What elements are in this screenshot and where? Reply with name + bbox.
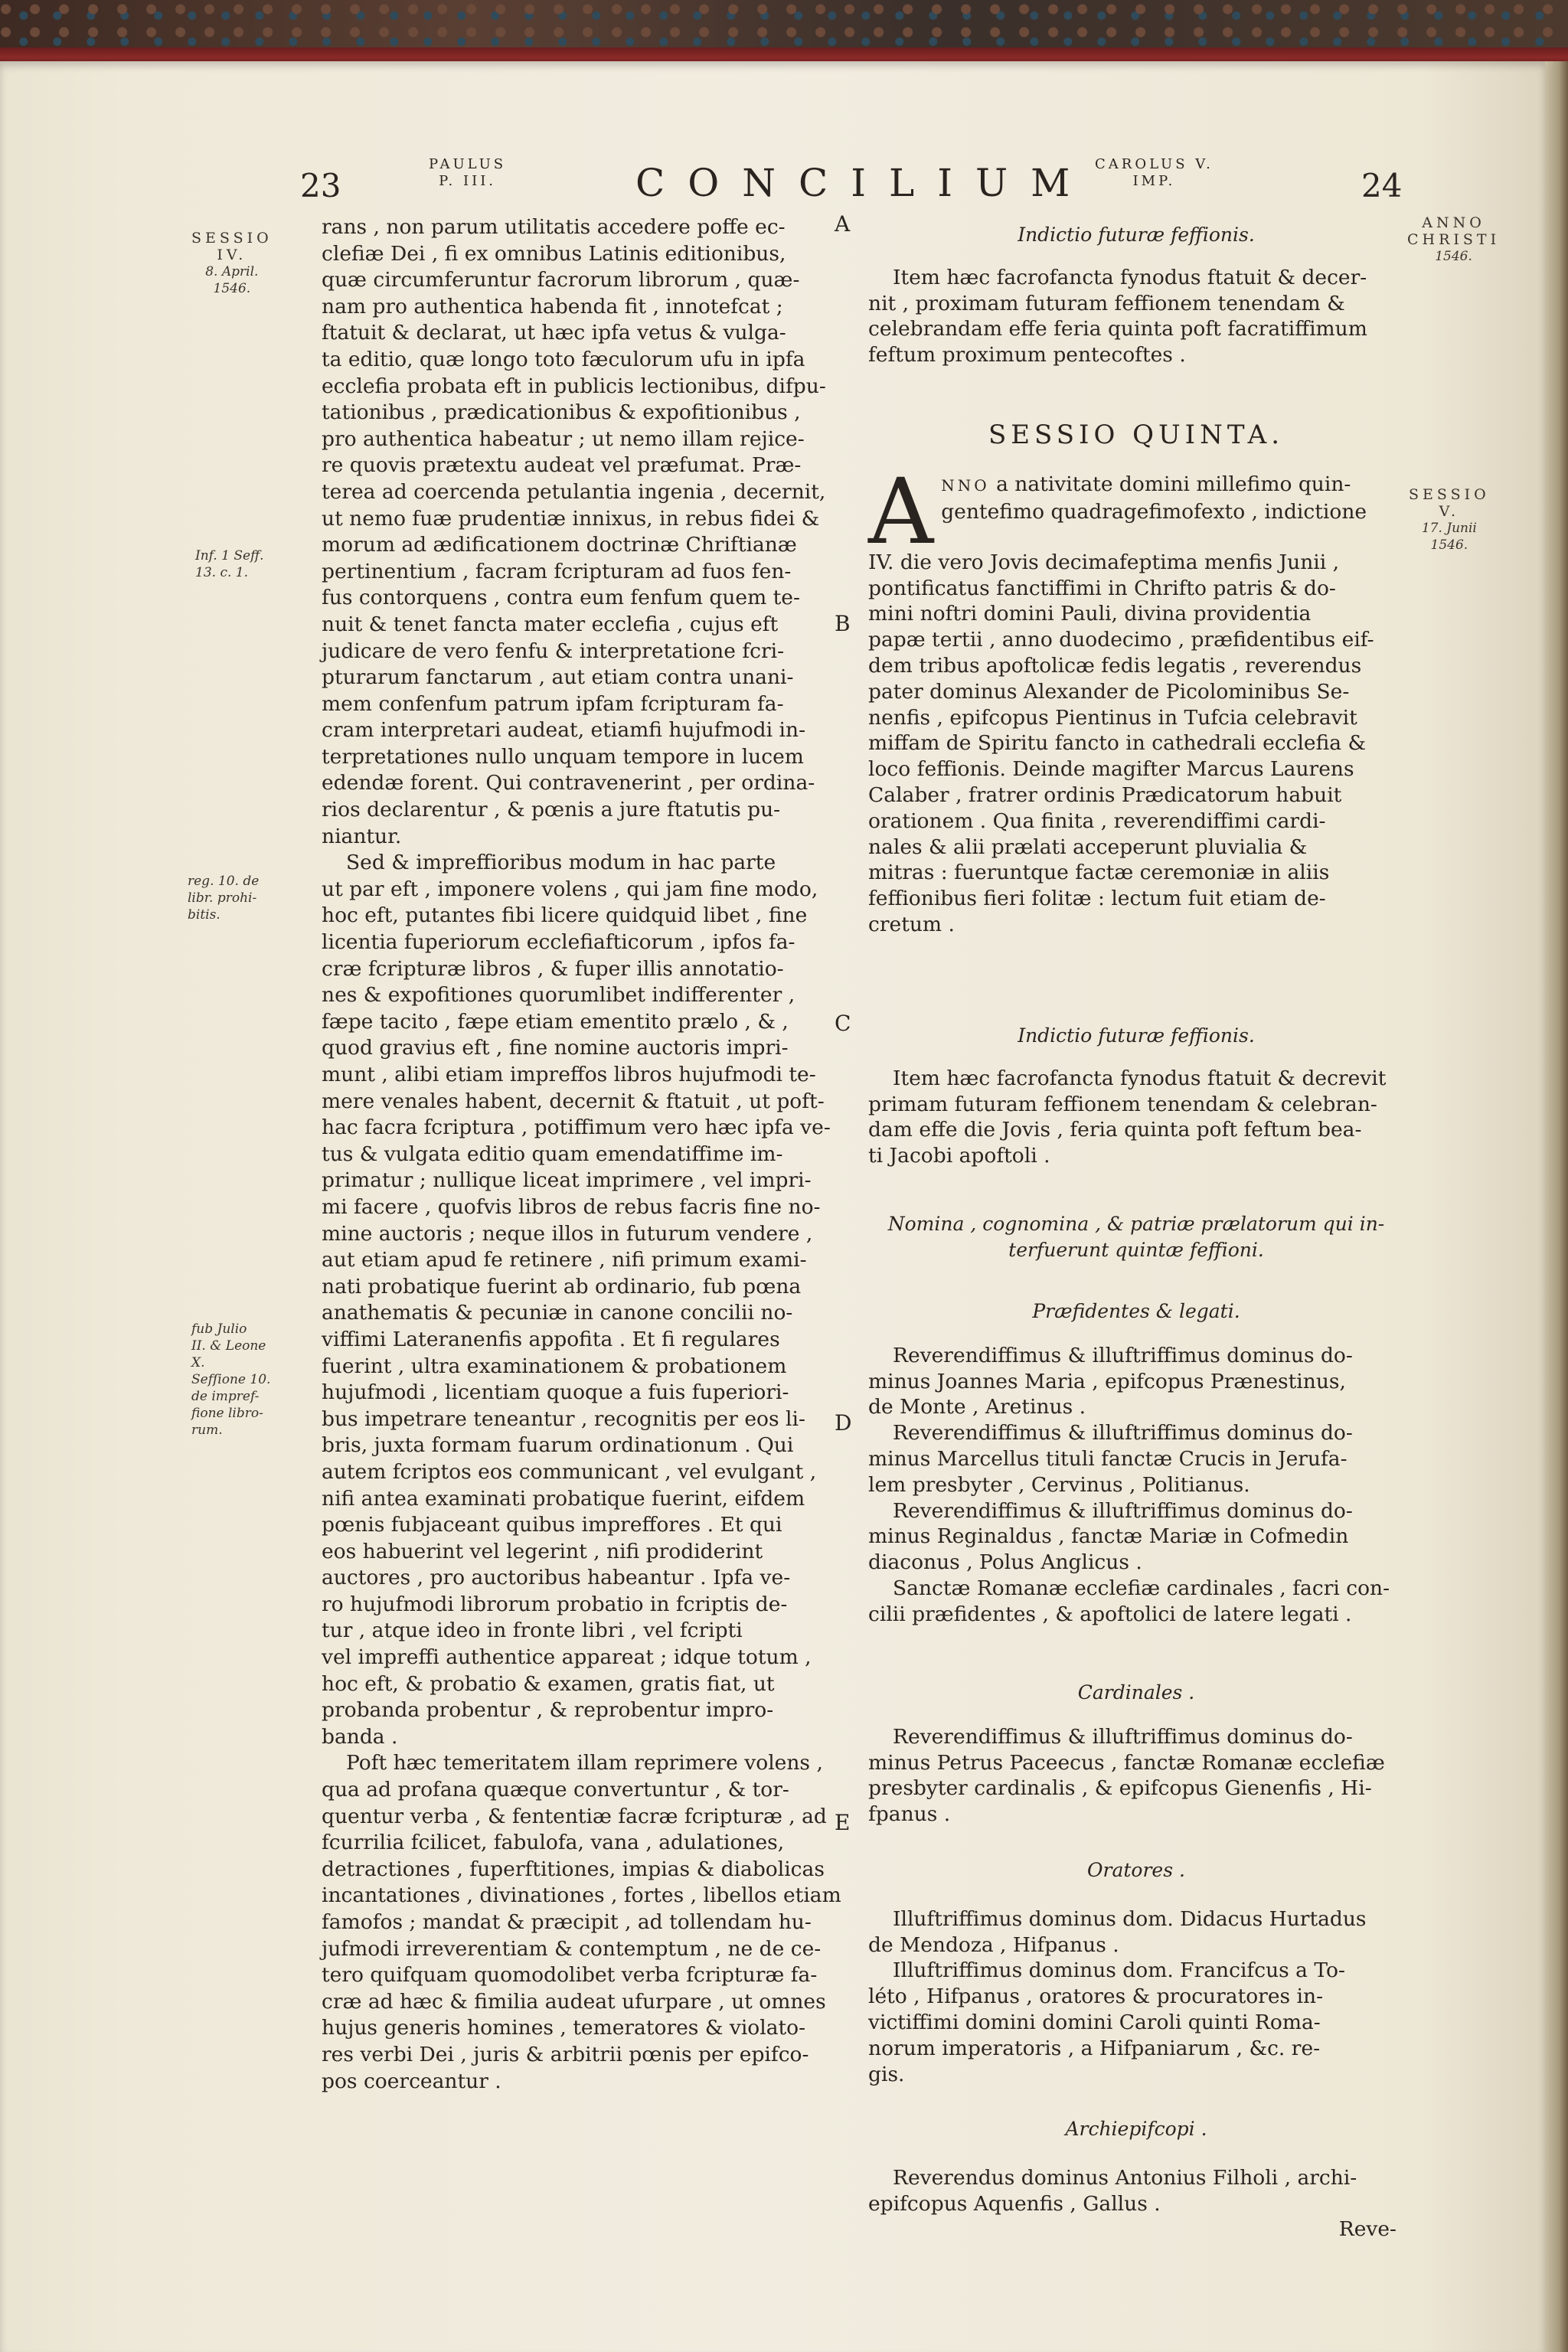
text-line: ecclefia probata eft in publicis lectionibus, difpu- (322, 374, 826, 398)
catchword: Reve- (1338, 2217, 1396, 2242)
section-letter-e: E (835, 1810, 851, 1835)
margin-note-line: bitis. (188, 907, 220, 923)
text-line: primatur ; nullique liceat imprimere , vel impri- (322, 1168, 812, 1193)
text-line: hoc eft, putantes fibi licere quidquid libet , fine (322, 903, 808, 928)
text-line: edendæ forent. Qui contravenerint , per ordina- (322, 771, 815, 795)
margin-note-line: rum. (191, 1423, 223, 1438)
text-line: terpretationes nullo unquam tempore in lucem (322, 744, 804, 769)
text-line: minus Petrus Paceecus , fanctæ Romanæ ecclefiæ (868, 1750, 1385, 1775)
text-line: epifcopus Aquenfis , Gallus . (868, 2191, 1161, 2216)
text-line: presbyter cardinalis , & epifcopus Gienenfis , Hi- (868, 1776, 1372, 1801)
text-line: nenfis , epifcopus Pientinus in Tufcia celebravit (868, 705, 1357, 730)
text-line: ti Jacobi apoftoli . (868, 1144, 1050, 1168)
text-line: Poft hæc temeritatem illam reprimere volens , (346, 1751, 823, 1775)
right-running-head (1095, 156, 1214, 190)
text-line: hujus generis homines , temeratores & violato- (322, 2016, 806, 2040)
text-line: Reverendiffimus & illuftriffimus dominus do- (893, 1421, 1353, 1446)
text-line: Reverendiffimus & illuftriffimus dominus do- (893, 1498, 1353, 1523)
text-line: jufmodi irreverentiam & contemptum , ne de ce- (322, 1936, 822, 1961)
left-column-text (322, 214, 842, 2095)
text-line: licentia fuperiorum ecclefiafticorum , ipfos fa- (322, 930, 795, 955)
text-line: léto , Hifpanus , oratores & procuratores in- (868, 1984, 1324, 2009)
text-line: tationibus , prædicationibus & expofitionibus , (322, 400, 801, 425)
nomina-heading-block (868, 1211, 1404, 1263)
text-line: vel impreffi authentice appareat ; idque totum , (322, 1645, 812, 1670)
text-line: quod gravius eft , fine nomine auctoris impri- (322, 1036, 789, 1060)
text-line: cram interpretari audeat, etiamfi hujufmodi in- (322, 718, 806, 743)
text-line: ta editio, quæ longo toto fæculorum ufu in ipfa (322, 347, 805, 371)
text-line: pertinentium , facram fcripturam ad fuos fen- (322, 559, 792, 583)
text-line: mi facere , quofvis libros de rebus facris fine no- (322, 1194, 821, 1219)
cardinales-heading: Cardinales . (1077, 1681, 1195, 1704)
text-line: tero quifquam quomodolibet verba fcripturæ fa- (322, 1963, 818, 1988)
text-line: diaconus , Polus Anglicus . (868, 1550, 1142, 1575)
margin-note-line: CHRISTI (1407, 231, 1501, 248)
section-letter-d: D (835, 1410, 852, 1436)
text-line: hujufmodi , licentiam quoque a fuis fuperiori- (322, 1380, 789, 1405)
indictio-heading-2: Indictio futuræ feffionis. (1018, 1024, 1255, 1047)
margin-note-reg-10 (188, 873, 259, 923)
text-line: pater dominus Alexander de Picolominibus Se- (868, 679, 1350, 704)
text-line: ut par eft , imponere volens , qui jam fine modo, (322, 877, 818, 901)
text-line: nati probatique fuerint ab ordinario, fub pœna (322, 1274, 802, 1298)
text-line: gentefimo quadragefimofexto , indictione (941, 499, 1367, 524)
text-line: de Mendoza , Hifpanus . (868, 1932, 1119, 1957)
text-line: res verbi Dei , juris & arbitrii pœnis per epifco- (322, 2042, 809, 2066)
page-edge-shadow (1545, 61, 1568, 2352)
text-line: tus & vulgata editio quam emendatiffime im- (322, 1142, 783, 1166)
text-line: feftum proximum pentecoftes . (868, 343, 1186, 368)
text-line: Reverendiffimus & illuftriffimus dominus do- (893, 1343, 1353, 1367)
text-line: pœnis fubjaceant quibus impreffores . Et qui (322, 1513, 782, 1537)
running-head-carolus: CAROLUS V. (1095, 156, 1214, 172)
text-line: lem presbyter , Cervinus , Politianus. (868, 1472, 1250, 1497)
text-line: Sanctæ Romanæ ecclefiæ cardinales , facri con- (893, 1576, 1390, 1600)
running-head-paulus-sub: P. III. (439, 173, 497, 189)
text-line: nuit & tenet fancta mater ecclefia , cujus eft (322, 612, 779, 636)
text-line: Sed & impreffioribus modum in hac parte (346, 851, 776, 875)
text-line: pro authentica habeatur ; ut nemo illam rejice- (322, 426, 805, 451)
text-line: Calaber , fratrer ordinis Prædicatorum habuit (868, 782, 1342, 807)
first-word: NNO (941, 475, 990, 495)
margin-note-sessio-v (1409, 486, 1490, 554)
text-line: bris, juxta formam fuarum ordinationum . Qui (322, 1433, 794, 1458)
margin-note-sub-julio (191, 1321, 270, 1439)
text-line: norum imperatoris , a Hifpaniarum , &c. re- (868, 2036, 1321, 2060)
text-line: de Monte , Aretinus . (868, 1395, 1086, 1419)
archiepiscopi-heading: Archiepifcopi . (1065, 2118, 1207, 2140)
text-line: cilii præfidentes , & apoftolici de latere legati . (868, 1602, 1352, 1626)
text-line: Reverendus dominus Antonius Filholi , archi- (893, 2165, 1357, 2190)
text-line: IV. die vero Jovis decimafeptima menfis Junii , (868, 550, 1340, 574)
text-line: autem fcriptos eos communicant , vel evulgant , (322, 1459, 817, 1484)
text-line: Item hæc facrofancta fynodus ftatuit & decrevit (893, 1066, 1387, 1090)
text-line: dem tribus apoftolicæ fedis legatis , reverendus (868, 653, 1362, 678)
text-line: quæ circumferuntur facrorum librorum , quæ- (322, 268, 800, 292)
margin-note-line: ANNO (1422, 214, 1485, 231)
margin-note-inf-sess (195, 547, 264, 581)
margin-note-line: IV. (217, 247, 247, 263)
praesidentes-heading: Præfidentes & legati. (1032, 1300, 1240, 1322)
text-line: loco feffionis. Deinde magifter Marcus Laurens (868, 757, 1354, 782)
text-line: hoc eft, & probatio & examen, gratis fiat, ut (322, 1671, 775, 1696)
text-line: rans , non parum utilitatis accedere poffe ec- (322, 215, 786, 239)
text-line: detractiones , fuperftitiones, impias & diabolicas (322, 1857, 825, 1881)
text-line: probanda probentur , & reprobentur impro- (322, 1698, 774, 1723)
text-line: terea ad coercenda petulantia ingenia , decernit, (322, 479, 826, 504)
margin-note-line: 1546. (1435, 249, 1472, 264)
text-line: dam effe die Jovis , feria quinta poft feftum bea- (868, 1118, 1362, 1142)
text-line: orationem . Qua finita , reverendiffimi cardi- (868, 808, 1326, 833)
text-line: eos habuerint vel legerint , nifi prodiderint (322, 1539, 763, 1563)
running-header (0, 145, 1545, 214)
margin-note-line: 13. c. 1. (195, 565, 248, 580)
text-line: miffam de Spiritu fancto in cathedrali ecclefia & (868, 731, 1367, 756)
text-line: gis. (868, 2062, 905, 2086)
text-line: nales & alii prælati acceperunt pluvialia & (868, 835, 1308, 859)
text-line: judicare de vero fenfu & interpretatione fcri- (322, 639, 785, 663)
text-line: niantur. (322, 824, 402, 848)
text-line: nit , proximam futuram feffionem tenendam & (868, 291, 1345, 315)
text-line: munt , alibi etiam impreffos libros hujufmodi te- (322, 1063, 816, 1086)
text-line: primam futuram feffionem tenendam & celebran- (868, 1092, 1377, 1116)
left-running-head (429, 156, 506, 190)
cardinales-block (868, 1680, 1404, 1828)
text-line: minus Joannes Maria , epifcopus Prænestinus, (868, 1369, 1346, 1393)
text-line: auctores , pro auctoribus habeantur . Ipfa ve- (322, 1566, 791, 1590)
archiepiscopi-block (868, 2116, 1404, 2243)
text-line: cretum . (868, 912, 955, 936)
margin-note-line: Inf. 1 Seff. (195, 548, 264, 564)
margin-note-sessio-iv (191, 230, 273, 297)
text-line: nifi antea examinati probatique fuerint, eifdem (322, 1486, 805, 1511)
margin-note-line: 17. Junii (1421, 521, 1477, 536)
text-line: Item hæc facrofancta fynodus ftatuit & decer- (893, 265, 1367, 289)
text-line: victiffimi domini domini Caroli quinti Roma- (868, 2010, 1321, 2034)
text-line: cræ fcripturæ libros , & fuper illis annotatio- (322, 956, 784, 981)
text-line: nam pro authentica habenda fit , innotefcat ; (322, 294, 783, 318)
text-line: minus Marcellus tituli fanctæ Crucis in Jerufa- (868, 1446, 1348, 1471)
margin-note-line: 8. April. (205, 264, 259, 279)
text-line: pontificatus fanctiffimi in Chrifto patris & do- (868, 576, 1336, 600)
text-line: famofos ; mandat & præcipit , ad tollendam hu- (322, 1910, 812, 1934)
text-line: minus Reginaldus , fanctæ Mariæ in Cofmedin (868, 1524, 1349, 1549)
text-line: re quovis prætextu audeat vel præfumat. Præ- (322, 453, 802, 478)
indictio-block-1 (868, 222, 1404, 368)
nomina-heading-line: Nomina , cognomina , & patriæ prælatorum qui in- (887, 1213, 1385, 1235)
text-line: ro hujufmodi librorum probatio in fcriptis de- (322, 1592, 788, 1616)
text-line: fpanus . (868, 1802, 951, 1827)
text-line: incantationes , divinationes , fortes , libellos etiam (322, 1883, 841, 1908)
section-letter-a: A (835, 211, 851, 237)
margin-note-line: V. (1439, 503, 1460, 520)
nomina-heading-line: terfuerunt quintæ feffioni. (1008, 1238, 1264, 1261)
margin-note-line: fione libro- (191, 1406, 263, 1421)
text-line: mere venales habent, decernit & ftatuit , ut poft- (322, 1089, 825, 1113)
text-line: celebrandam effe feria quinta poft facratiffimum (868, 317, 1367, 341)
running-head-paulus: PAULUS (429, 156, 507, 172)
book-page (0, 61, 1545, 2352)
indictio-heading-1: Indictio futuræ feffionis. (1018, 224, 1255, 246)
text-line: rios declarentur , & pœnis a jure ftatutis pu- (322, 798, 781, 822)
oratores-heading: Oratores . (1087, 1859, 1185, 1881)
text-line: Illuftriffimus dominus dom. Francifcus a To- (893, 1958, 1345, 1983)
text-line: tur , atque ideo in fronte libri , vel fcripti (322, 1619, 743, 1643)
drop-cap-letter: A (868, 458, 934, 564)
text-line: papæ tertii , anno duodecimo , præfidentibus eif- (868, 628, 1374, 652)
text-line: quentur verba , & fententiæ facræ fcripturæ , ad (322, 1804, 827, 1828)
text-line: a nativitate domini millefimo quin- (996, 472, 1351, 496)
text-line: banda . (322, 1724, 398, 1749)
session-title: SESSIO QUINTA. (988, 420, 1285, 450)
left-page-number: 23 (300, 167, 341, 204)
margin-note-line: fub Julio (191, 1321, 247, 1337)
text-line: aut etiam apud fe retinere , nifi primum exami- (322, 1248, 807, 1272)
text-line: Reverendiffimus & illuftriffimus dominus do- (893, 1724, 1353, 1749)
text-line: ut nemo fuæ prudentiæ innixus, in rebus fidei & (322, 506, 820, 531)
text-line: mini noftri domini Pauli, divina providentia (868, 602, 1312, 626)
text-line: anathematis & pecuniæ in canone concilii no- (322, 1301, 793, 1325)
margin-note-line: SESSIO (1409, 486, 1490, 503)
margin-note-line: 1546. (213, 281, 251, 296)
text-line: fuerint , ultra examinationem & probationem (322, 1354, 787, 1378)
text-line: bus impetrare teneantur , recognitis per eos li- (322, 1406, 805, 1431)
session-v-block (868, 420, 1404, 938)
page-title: CONCILIUM (635, 161, 1093, 205)
text-line: ftatuit & declarat, ut hæc ipfa vetus & vulga- (322, 321, 786, 345)
running-head-carolus-sub: IMP. (1132, 173, 1176, 189)
margin-note-line: de impref- (191, 1389, 260, 1404)
oratores-block (868, 1857, 1404, 2087)
margin-note-line: II. & Leone (191, 1338, 266, 1354)
text-line: morum ad ædificationem doctrinæ Chriftianæ (322, 533, 797, 557)
text-line: fæpe tacito , fæpe etiam ementito prælo , & , (322, 1009, 789, 1034)
text-line: nes & expofitiones quorumlibet indifferenter , (322, 983, 795, 1008)
text-line: feffionibus fieri folitæ : lectum fuit etiam de- (868, 887, 1326, 911)
text-line: hac facra fcriptura , potiffimum vero hæc ipfa ve- (322, 1116, 831, 1140)
text-line: fus contorquens , contra eum fenfum quem te- (322, 586, 800, 610)
text-line: mitras : fueruntque factæ ceremoniæ in aliis (868, 861, 1330, 885)
text-line: qua ad profana quæque convertuntur , & tor- (322, 1778, 789, 1802)
praesidentes-block (868, 1298, 1404, 1628)
text-line: pos coerceantur . (322, 2069, 501, 2093)
right-page-number: 24 (1361, 167, 1403, 204)
margin-note-line: Sefſione 10. (191, 1372, 271, 1387)
margin-note-line: 1546. (1430, 537, 1468, 553)
text-line: clefiæ Dei , fi ex omnibus Latinis editionibus, (322, 241, 786, 266)
indictio-block-2 (868, 1023, 1404, 1169)
text-line: Illuftriffimus dominus dom. Didacus Hurtadus (893, 1906, 1367, 1931)
text-line: viffimi Lateranenfis appofita . Et fi regulares (322, 1327, 780, 1351)
margin-note-line: libr. prohi- (188, 890, 257, 906)
margin-note-anno-christi (1407, 214, 1500, 265)
margin-note-line: reg. 10. de (188, 874, 260, 889)
section-letter-c: C (835, 1011, 851, 1036)
text-line: fcurrilia fcilicet, fabulofa, vana , adulationes, (322, 1831, 785, 1855)
margin-note-line: SESSIO (191, 230, 273, 247)
text-line: pturarum fanctarum , aut etiam contra unani- (322, 665, 794, 690)
margin-note-line: X. (191, 1355, 205, 1370)
text-line: mine auctoris ; neque illos in futurum vendere , (322, 1221, 813, 1246)
text-line: cræ ad hæc & fimilia audeat ufurpare , ut omnes (322, 1989, 826, 2014)
section-letter-b: B (835, 611, 851, 636)
text-line: mem confenfum patrum ipfam fcripturam fa- (322, 691, 784, 716)
